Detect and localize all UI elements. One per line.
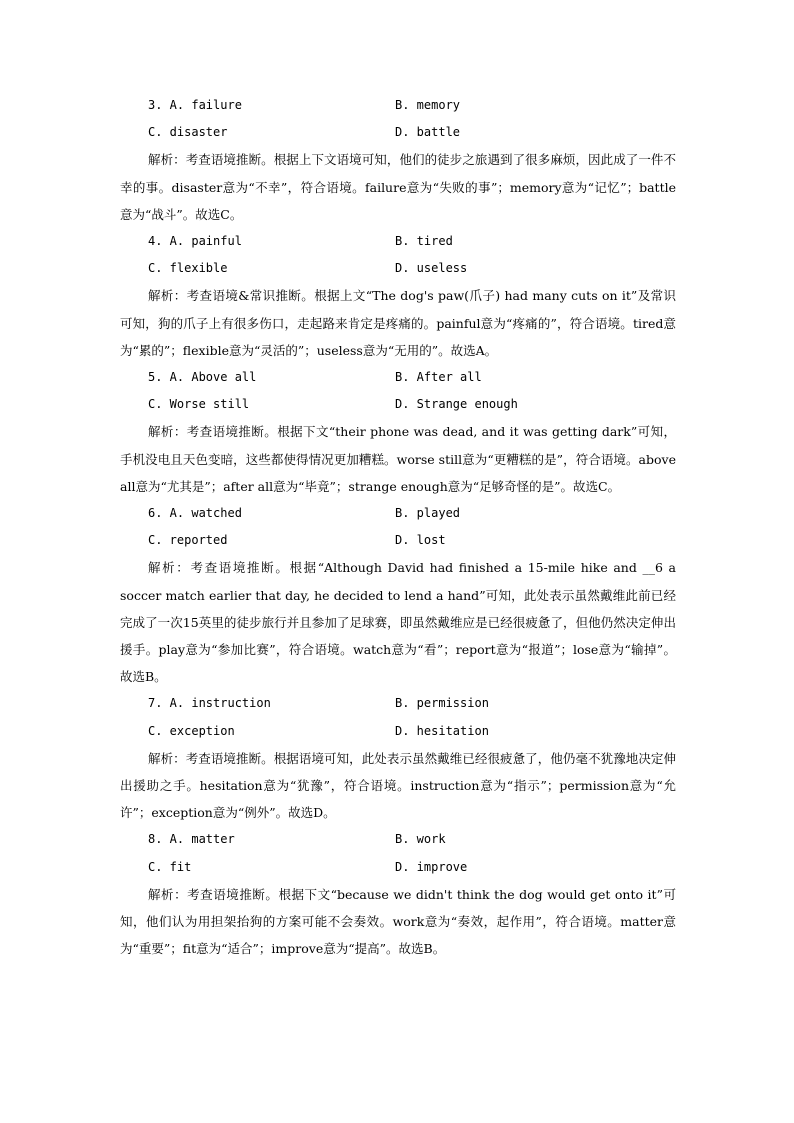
explanation-text: 解析：考查语境&常识推断。根据上文“The dog's paw(爪子) had many cuts on it”及常识可知，狗的爪子上有很多伤口，走起路来肯定是疼痛的。painful意为“疼痛的”，符合语境。tired意为“累的”；flexible意为“灵活的”；useless意为“无用的”。故选A。	[120, 288, 676, 358]
option-b: B. permission	[395, 696, 489, 711]
explanation-text: 解析：考查语境推断。根据下文“because we didn't think the dog would get onto it”可知，他们认为用担架抬狗的方案可能不会奏效。work意为“奏效，起作用”，符合语境。matter意为“重要”；fit意为“适合”；improve意为“提高”。故选B。	[120, 886, 676, 957]
option-row	[120, 500, 676, 527]
explanation-text: 解析：考查语境推断。根据“Although David had finished a 15-mile hike and __6 a soccer match earlier that day, he decided to lend a hand”可知，此处表示虽然戴维此前已经完成了一次15英里的徒步旅行并且参加了足球赛，即虽然戴维应是已经很疲惫了，但他仍然决定伸出援手。play意为“参加比赛”，符合语境。watch意为“看”；report意为“报道”；lose意为“输掉”。故选B。	[120, 560, 676, 685]
option-row	[120, 364, 676, 391]
option-d: D. lost	[395, 533, 446, 548]
option-row	[120, 690, 676, 717]
question-block	[120, 826, 676, 962]
option-c: C. flexible	[148, 261, 228, 276]
option-d: D. battle	[395, 125, 461, 140]
option-b: B. tired	[395, 233, 453, 248]
explanation-text: 解析：考查语境推断。根据上下文语境可知，他们的徒步之旅遇到了很多麻烦，因此成了一件不幸的事。disaster意为“不幸”，符合语境。failure意为“失败的事”；memory意为“记忆”；battle意为“战斗”。故选C。	[120, 152, 676, 222]
explanation-text: 解析：考查语境推断。根据语境可知，此处表示虽然戴维已经很疲惫了，他仍毫不犹豫地决定伸出援助之手。hesitation意为“犹豫”，符合语境。instruction意为“指示”；permission意为“允许”；exception意为“例外”。故选D。	[120, 750, 676, 821]
option-c: C. Worse still	[148, 397, 250, 412]
option-c: C. exception	[148, 723, 235, 738]
option-a: 4. A. painful	[148, 233, 242, 248]
option-a: 3. A. failure	[148, 98, 242, 112]
option-row	[120, 391, 676, 418]
question-block	[120, 500, 676, 690]
option-d: D. useless	[395, 261, 468, 276]
option-a: 6. A. watched	[148, 505, 242, 520]
option-b: B. played	[395, 505, 461, 520]
option-row	[120, 826, 676, 853]
option-row	[120, 228, 676, 255]
option-d: D. improve	[395, 859, 468, 874]
option-a: 8. A. matter	[148, 832, 235, 847]
question-block	[120, 92, 676, 228]
option-b: B. memory	[395, 98, 461, 112]
option-c: C. disaster	[148, 125, 228, 140]
option-a: 5. A. Above all	[148, 369, 257, 384]
answer-page	[120, 92, 676, 962]
option-c: C. reported	[148, 533, 228, 548]
question-block	[120, 690, 676, 826]
option-d: D. hesitation	[395, 723, 489, 738]
option-row	[120, 92, 676, 119]
option-row	[120, 255, 676, 282]
option-row	[120, 854, 676, 881]
option-row	[120, 527, 676, 554]
option-b: B. After all	[395, 369, 482, 384]
option-a: 7. A. instruction	[148, 696, 271, 711]
question-block	[120, 228, 676, 364]
option-d: D. Strange enough	[395, 397, 518, 412]
explanation-text: 解析：考查语境推断。根据下文“their phone was dead, and it was getting dark”可知，手机没电且天色变暗，这些都使得情况更加糟糕。worse still意为“更糟糕的是”，符合语境。above all意为“尤其是”；after all意为“毕竟”；strange enough意为“足够奇怪的是”。故选C。	[120, 424, 676, 494]
option-c: C. fit	[148, 859, 192, 874]
question-block	[120, 364, 676, 500]
option-b: B. work	[395, 832, 446, 847]
option-row	[120, 119, 676, 146]
option-row	[120, 718, 676, 745]
